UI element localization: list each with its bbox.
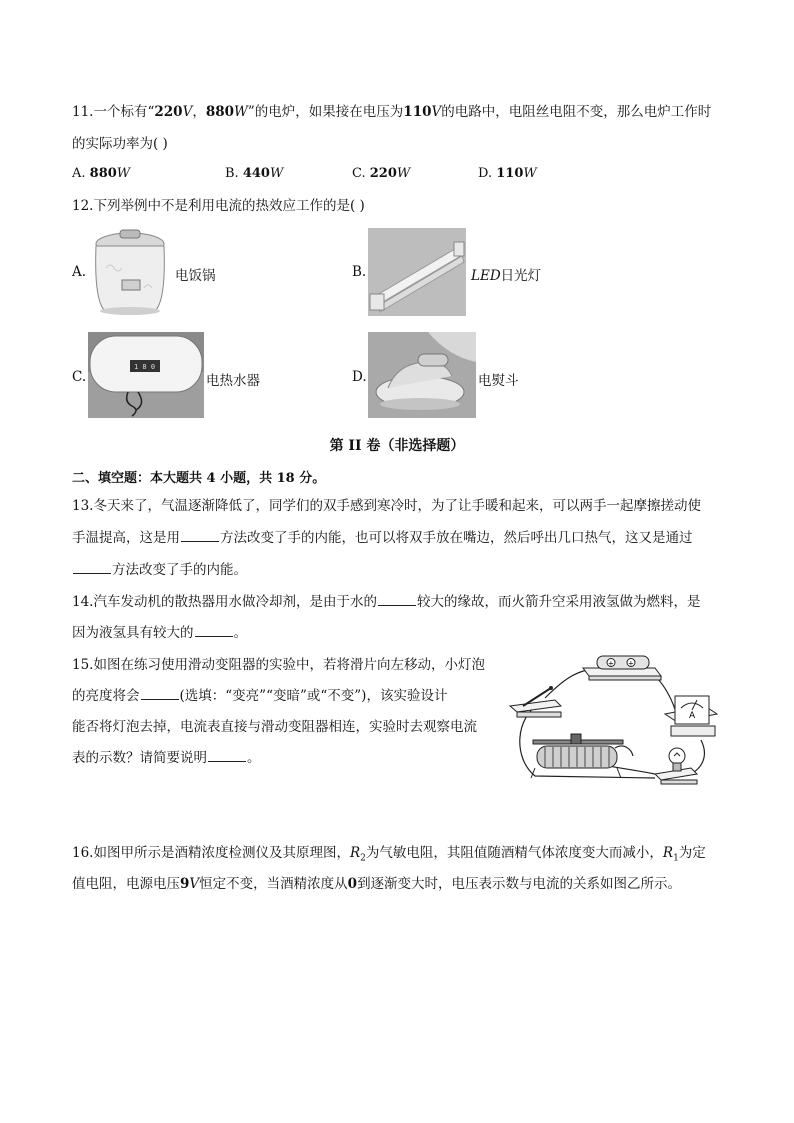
rice-cooker-image <box>86 228 174 318</box>
q11-supply-voltage: 110 <box>403 104 432 120</box>
part-two-title: 第 II 卷（非选择题） <box>329 438 465 454</box>
q16-line2: 值电阻，电源电压9V恒定不变，当酒精浓度从0到逐渐变大时，电压表示数与电流的关系如图乙所示。 <box>72 876 682 892</box>
q13-line3: 方法改变了手的内能。 <box>72 560 247 580</box>
q12-option-a-letter: A. <box>72 264 87 280</box>
battery-holder <box>583 656 661 680</box>
q15-line2: 的亮度将会 (选填：“变亮”“变暗”或“不变”)，该实验设计 <box>72 688 448 704</box>
q11-unit: W <box>234 104 248 120</box>
section-fill-in-blank: 二、填空题：本大题共 4 小题，共 18 分。 <box>72 471 326 486</box>
q12-option-a-label: 电饭锅 <box>175 268 216 284</box>
q15-line3: 能否将灯泡去掉，电流表直接与滑动变阻器相连，实验时去观察电流 <box>72 719 477 735</box>
q12-option-c-label: 电热水器 <box>206 373 260 389</box>
svg-text:1 8 0: 1 8 0 <box>134 363 156 371</box>
wire <box>545 670 587 698</box>
q13-line1: 13.冬天来了，气温逐渐降低了，同学们的双手感到寒冷时，为了让手暖和起来，可以两手一起摩擦搓动使 <box>72 498 701 514</box>
q14-blank-2[interactable] <box>195 623 233 637</box>
q11-text: ”的电炉，如果接在电压为 <box>247 104 404 120</box>
q11-line2: 的实际功率为( ) <box>72 136 168 152</box>
q11-option-d: D. 110W <box>478 166 537 181</box>
q11-option-c: C. 220W <box>352 166 411 181</box>
svg-text:+: + <box>608 659 614 668</box>
q15-line1: 15.如图在练习使用滑动变阻器的实验中，若将滑片向左移动，小灯泡 <box>72 657 485 673</box>
q15-blank-1[interactable] <box>141 686 179 700</box>
sliding-rheostat <box>531 734 623 778</box>
q14-blank-1[interactable] <box>378 592 416 606</box>
q13-line2: 手温提高，这是用 方法改变了手的内能，也可以将双手放在嘴边，然后呼出几口热气，这又是通过 <box>72 530 693 546</box>
q15-line4: 表的示数？请简要说明 。 <box>72 750 261 766</box>
q11-text: 11.一个标有“ <box>72 104 155 120</box>
q11-option-a: A. 880W <box>72 166 131 181</box>
water-heater-image <box>88 332 204 418</box>
q11-power-rating: 880 <box>205 104 234 120</box>
light-bulb <box>655 748 697 784</box>
q11-text: 的电路中，电阻丝电阻不变，那么电炉工作时 <box>441 104 712 120</box>
q12-option-b-letter: B. <box>352 264 367 280</box>
q13-blank-2[interactable] <box>73 560 111 574</box>
q14-line2: 因为液氢具有较大的 。 <box>72 625 247 641</box>
ammeter-letter: A <box>689 711 696 721</box>
q12-option-d-letter: D. <box>352 369 367 385</box>
q11-line1 <box>72 102 711 122</box>
wire <box>615 746 633 756</box>
q12-option-c-letter: C. <box>72 369 87 385</box>
steam-iron-image <box>368 332 476 418</box>
q12-option-b-label: LED日光灯 <box>471 268 542 284</box>
q15-circuit-diagram <box>505 648 730 788</box>
q11-text: ， <box>192 104 206 120</box>
q11-unit: V <box>431 104 442 120</box>
q14-line1: 14.汽车发动机的散热器用水做冷却剂，是由于水的 较大的缘故，而火箭升空采用液氢做为燃料，是 <box>72 594 701 610</box>
q11-option-b: B. 440W <box>225 166 284 181</box>
q15-blank-2[interactable] <box>208 748 246 762</box>
q12-stem: 12.下列举例中不是利用电流的热效应工作的是( ) <box>72 198 365 214</box>
svg-text:+: + <box>628 659 634 668</box>
q11-unit: V <box>182 104 193 120</box>
led-tube-image <box>368 228 466 316</box>
q11-voltage-rating: 220 <box>154 104 183 120</box>
q16-line1: 16.如图甲所示是酒精浓度检测仪及其原理图，$R_2$为气敏电阻，其阻值随酒精气体浓度变大而减小，$R_1$为定 <box>72 845 706 864</box>
q12-option-d-label: 电熨斗 <box>478 373 519 389</box>
q13-blank-1[interactable] <box>181 528 219 542</box>
